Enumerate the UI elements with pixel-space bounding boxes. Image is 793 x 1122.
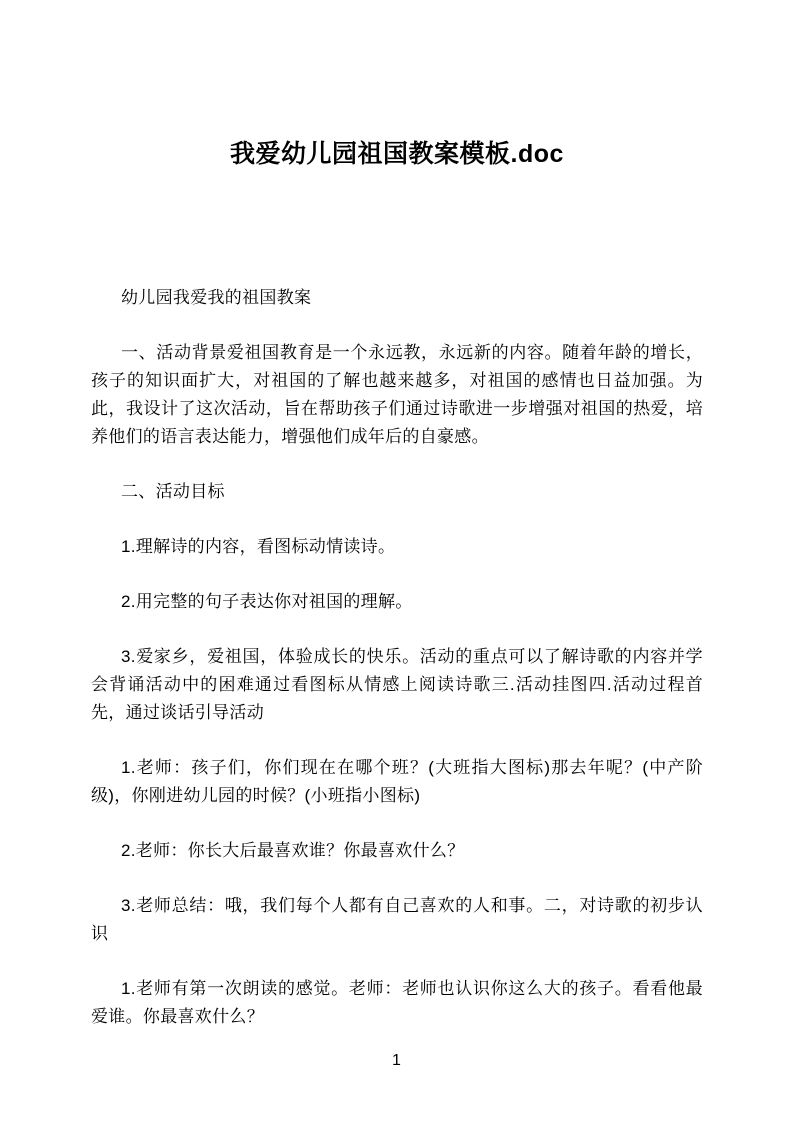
paragraph-activity-goals-heading: 二、活动目标 [121, 482, 225, 501]
paragraph-teacher-question-2: 2.老师：你长大后最喜欢谁？你最喜欢什么？ [121, 841, 465, 860]
paragraph-goal-1: 1.理解诗的内容，看图标动情读诗。 [121, 537, 396, 556]
paragraph-teacher-question-1: 1.老师：孩子们，你们现在在哪个班？(大班指大图标)那去年呢？(中产阶级)，你刚进幼儿园的时候？(小班指小图标) [91, 758, 703, 805]
paragraph-teacher-summary: 3.老师总结：哦，我们每个人都有自己喜欢的人和事。二，对诗歌的初步认识 [91, 896, 703, 943]
paragraph-activity-background: 一、活动背景爱祖国教育是一个永远教，永远新的内容。随着年龄的增长，孩子的知识面扩大，对祖国的了解也越来越多，对祖国的感情也日益加强。为此，我设计了这次活动，旨在帮助孩子们通过诗歌进一步增强对祖国的热爱，培养他们的语言表达能力，增强他们成年后的自豪感。 [91, 343, 703, 446]
paragraph-lesson-heading: 幼儿园我爱我的祖国教案 [121, 288, 312, 307]
paragraph-goal-3-process: 3.爱家乡，爱祖国，体验成长的快乐。活动的重点可以了解诗歌的内容并学会背诵活动中的困难通过看图标从情感上阅读诗歌三.活动挂图四.活动过程首先，通过谈话引导活动 [91, 647, 703, 722]
document-body [91, 284, 703, 1058]
paragraph-goal-2: 2.用完整的句子表达你对祖国的理解。 [121, 592, 413, 611]
paragraph-first-reading: 1.老师有第一次朗读的感觉。老师：老师也认识你这么大的孩子。看看他最爱谁。你最喜欢什么？ [91, 979, 703, 1026]
document-title: 我爱幼儿园祖国教案模板.doc [230, 140, 564, 168]
page-number: 1 [392, 1052, 401, 1069]
